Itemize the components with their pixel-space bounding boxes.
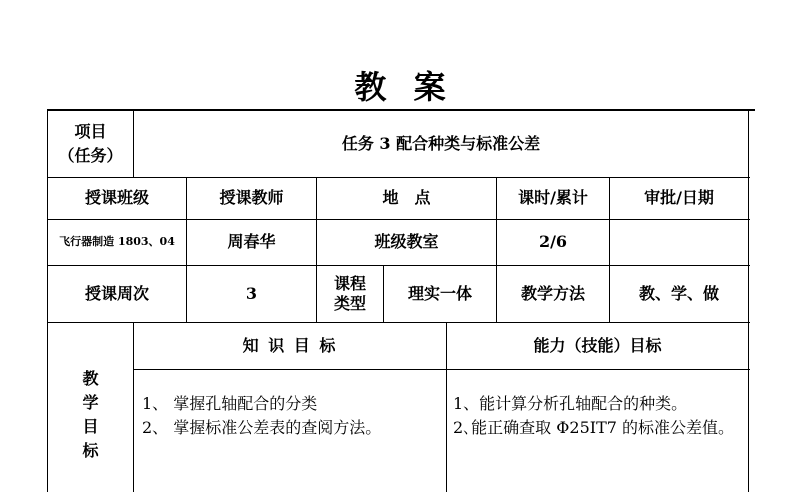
header-class: 授课班级 bbox=[84, 188, 149, 208]
value-approval bbox=[610, 220, 748, 265]
week-label: 授课周次 bbox=[84, 283, 149, 303]
value-teacher: 周春华 bbox=[227, 232, 276, 252]
list-item: 1、 掌握孔轴配合的分类 bbox=[142, 394, 318, 413]
course-type-label-line2: 类型 bbox=[333, 294, 366, 313]
value-class: 飞行器制造 1803、04 bbox=[59, 235, 175, 249]
header-location: 地 点 bbox=[382, 188, 431, 208]
document-title: 教 案 bbox=[354, 68, 454, 106]
project-label bbox=[48, 111, 133, 177]
goals-label-char: 目 bbox=[82, 417, 99, 436]
week-value: 3 bbox=[245, 283, 258, 303]
goals-label bbox=[48, 360, 133, 470]
header-teacher: 授课教师 bbox=[219, 188, 284, 208]
method-label: 教学方法 bbox=[520, 283, 585, 303]
list-item: 2、 掌握标准公差表的查阅方法。 bbox=[142, 418, 382, 437]
course-type-value: 理实一体 bbox=[407, 283, 472, 303]
ability-header: 能力（技能）目标 bbox=[533, 335, 662, 355]
goals-label-char: 学 bbox=[82, 393, 99, 412]
list-item: 1、能计算分析孔轴配合的种类。 bbox=[453, 394, 688, 413]
header-hours: 课时/累计 bbox=[518, 188, 588, 208]
method-value: 教、学、做 bbox=[638, 283, 719, 303]
ability-list bbox=[453, 392, 748, 440]
course-type-label-line1: 课程 bbox=[333, 274, 366, 293]
knowledge-header: 知 识 目 标 bbox=[242, 335, 338, 355]
value-hours: 2/6 bbox=[538, 232, 568, 252]
goals-label-char: 标 bbox=[82, 441, 99, 460]
project-label-line2: （任务） bbox=[58, 146, 123, 165]
value-location: 班级教室 bbox=[374, 232, 439, 252]
knowledge-list bbox=[142, 392, 442, 440]
header-approval: 审批/日期 bbox=[644, 188, 714, 208]
list-item: 2､能正确查取 Φ25IT7 的标准公差值。 bbox=[453, 418, 735, 437]
course-type-label bbox=[317, 266, 383, 322]
task-title: 任务 3 配合种类与标准公差 bbox=[341, 133, 541, 153]
goals-label-char: 教 bbox=[82, 369, 99, 388]
project-label-line1: 项目 bbox=[74, 122, 107, 141]
